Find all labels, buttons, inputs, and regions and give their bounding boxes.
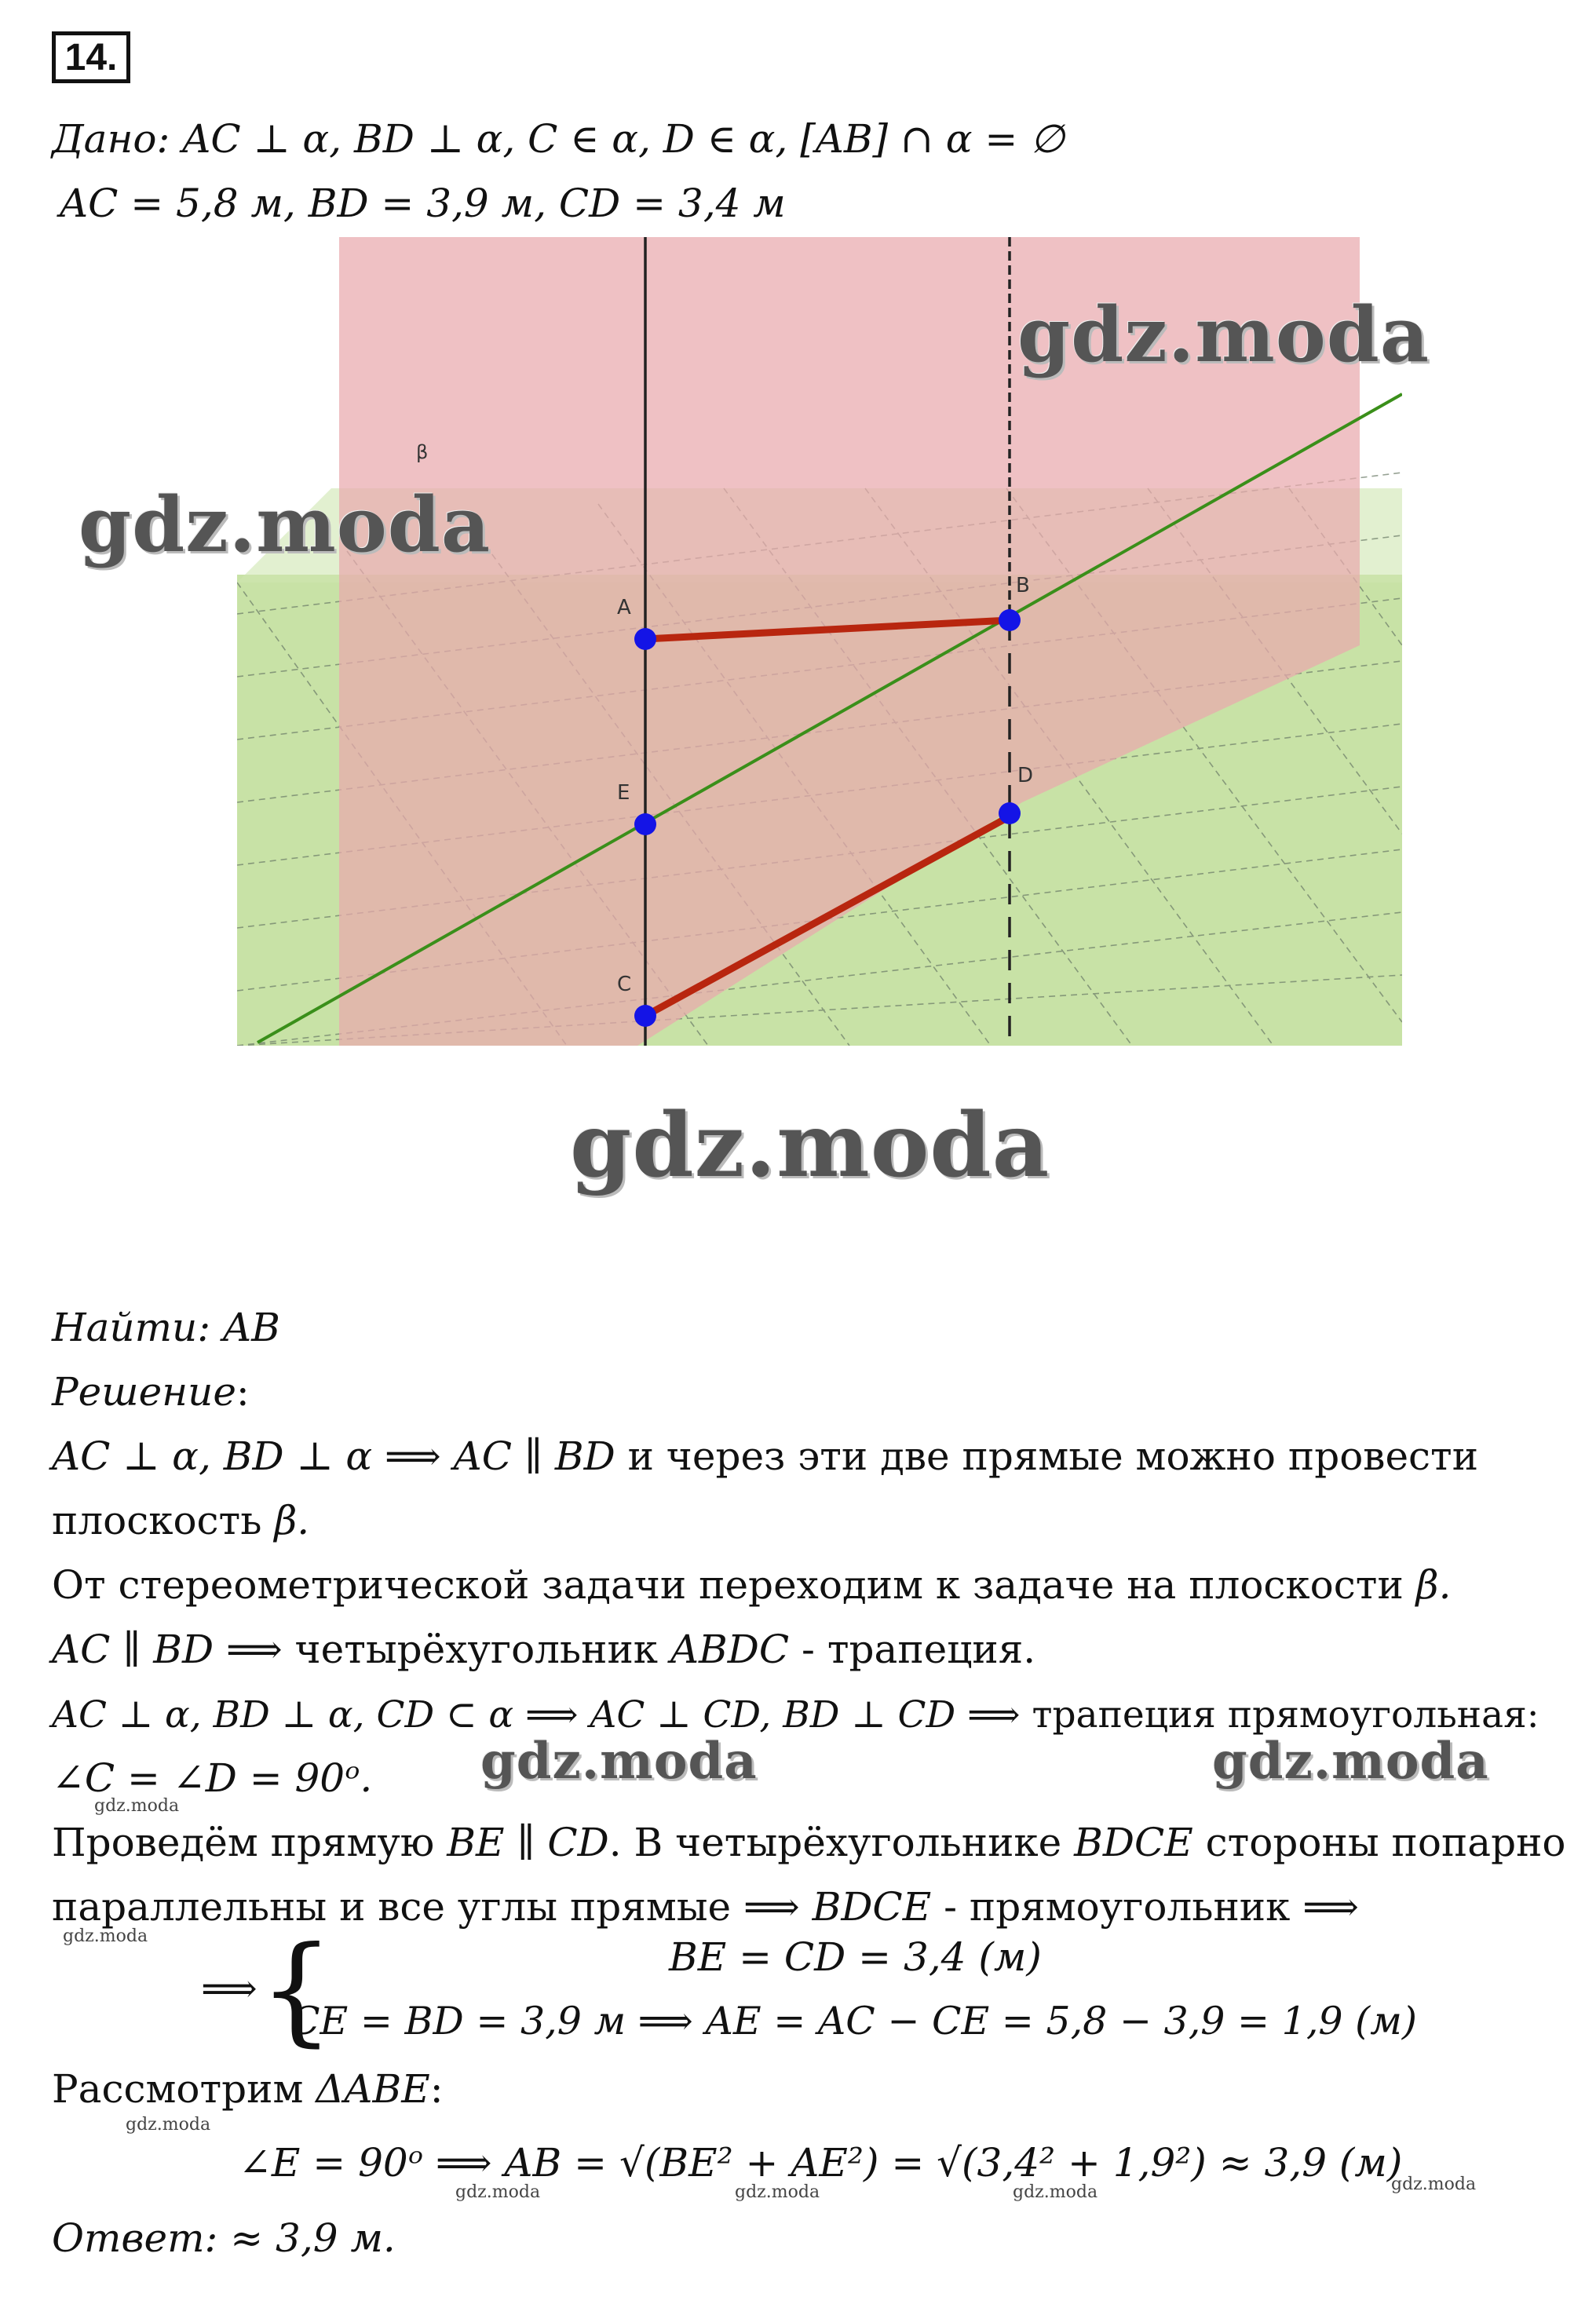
point-e [634,813,656,835]
watermark-figure-right: gdz.moda [1017,290,1430,379]
system-arrow: ⟹ [201,1966,257,2011]
l1-text: и через эти две прямые можно провести [615,1433,1479,1479]
l8-text1: параллельны и все углы прямые [52,1884,744,1930]
l4-text2: - трапеция. [789,1627,1036,1672]
label-e: E [617,781,630,805]
solution-line-9 [52,2057,444,2121]
l6-math: ∠C = ∠D = 90ᵒ. [52,1755,373,1801]
given-conditions: : AC ⊥ α, BD ⊥ α, C ∈ α, D ∈ α, [AB] ∩ α = ∅ [156,116,1065,162]
answer-value: ≈ 3,9 м. [217,2215,396,2261]
point-b [999,609,1021,631]
label-b: B [1016,574,1030,597]
watermark-small-7: gdz.moda [1391,2175,1477,2194]
system-line-2: CE = BD = 3,9 м ⟹ AE = AC − CE = 5,8 − 3,9 = 1,9 (м) [290,1999,1418,2043]
solution-line-3 [52,1553,1451,1617]
l4-math2: ABDC [670,1627,790,1672]
l8-math: ⟹ BDCE [743,1884,932,1930]
l7-math1: BE ∥ CD [447,1820,609,1865]
l7-math2: BDCE [1074,1820,1193,1865]
l1-math: AC ⊥ α, BD ⊥ α ⟹ AC ∥ BD [52,1433,615,1479]
l7-text3: стороны попарно [1192,1820,1566,1865]
l5-text: трапеция прямоугольная: [1020,1693,1539,1737]
solution-line-1 [52,1424,1478,1488]
label-a: A [617,596,631,619]
watermark-small-6: gdz.moda [1013,2182,1098,2202]
watermark-line6-right: gdz.moda [1212,1732,1489,1791]
l8-text2: - прямоугольник ⟹ [931,1884,1359,1930]
l9-math: ΔABE [316,2066,430,2112]
given-lengths: AC = 5,8 м, BD = 3,9 м, CD = 3,4 м [60,181,786,226]
watermark-small-5: gdz.moda [735,2182,820,2202]
watermark-small-4: gdz.moda [455,2182,541,2202]
solution-line-7 [52,1810,1566,1875]
label-d: D [1017,764,1034,787]
l3-text: От стереометрической задачи переходим к задаче на плоскости [52,1562,1416,1608]
watermark-line6-center: gdz.moda [480,1732,758,1791]
watermark-figure-bottom: gdz.moda [570,1094,1050,1197]
answer-label: Ответ: [52,2215,218,2261]
l5-math: AC ⊥ α, BD ⊥ α, CD ⊂ α ⟹ AC ⊥ CD, BD ⊥ CD ⟹ [52,1693,1021,1737]
find-value: : AB [197,1305,280,1350]
solution-line-2 [52,1488,309,1553]
solution-line-10: ∠E = 90ᵒ ⟹ AB = √(BE² + AE²) = √(3,4² + 1,9²) ≈ 3,9 (м) [239,2140,1403,2186]
solution-line-4 [52,1617,1035,1682]
answer-line [52,2206,396,2270]
l4-math: AC ∥ BD ⟹ [52,1627,283,1672]
given-line-1 [52,107,1065,171]
l9-colon: : [429,2066,444,2112]
solution-colon: : [236,1369,250,1415]
watermark-figure-left: gdz.moda [79,480,491,569]
l2-text: плоскость [52,1498,275,1543]
system-brace: { [259,1922,334,2058]
watermark-small-1: gdz.moda [94,1796,180,1816]
system-line-1: BE = CD = 3,4 (м) [669,1934,1042,1980]
given-line-2 [60,171,786,236]
point-c [634,1005,656,1027]
l4-text1: четырёхугольник [282,1627,670,1672]
l9-text: Рассмотрим [52,2066,316,2112]
watermark-small-3: gdz.moda [126,2115,211,2135]
l3-math: β. [1415,1562,1452,1608]
point-a [634,628,656,650]
l7-text1: Проведём прямую [52,1820,447,1865]
problem-number: 14. [52,31,130,83]
watermark-small-2: gdz.moda [63,1926,148,1946]
solution-heading [52,1360,250,1424]
label-beta: β [416,441,429,463]
given-label: Дано [52,116,157,162]
find-line [52,1295,280,1360]
label-c: C [617,973,632,996]
solution-label: Решение [52,1369,236,1415]
find-label: Найти [52,1305,198,1350]
l2-math: β. [274,1498,310,1543]
l7-text2: . В четырёхугольнике [608,1820,1075,1865]
point-d [999,802,1021,824]
